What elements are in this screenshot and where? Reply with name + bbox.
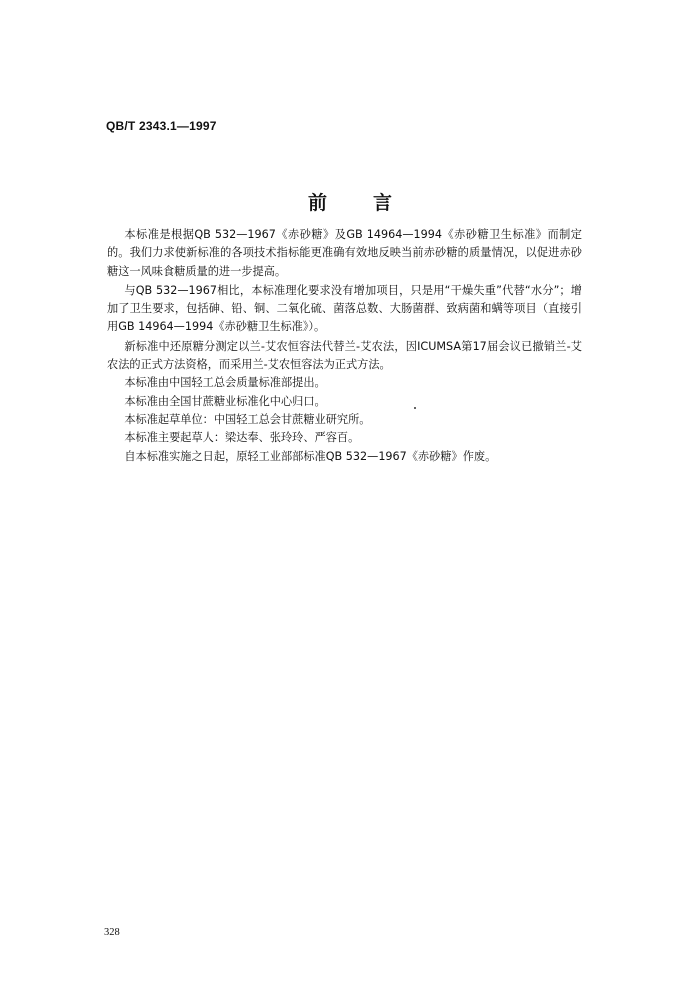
scan-speck	[414, 407, 416, 409]
paragraph: 新标准中还原糖分测定以兰-艾农恒容法代替兰-艾农法，因ICUMSA第17届会议已撤销兰-艾农法的正式方法资格，而采用兰-艾农恒容法为正式方法。	[107, 339, 582, 372]
paragraph: 本标准主要起草人：梁达奉、张玲玲、严容百。	[124, 431, 360, 445]
paragraph: 本标准由全国甘蔗糖业标准化中心归口。	[124, 394, 326, 408]
page-number: 328	[104, 927, 120, 938]
paragraph: 本标准是根据QB 532—1967《赤砂糖》及GB 14964—1994《赤砂糖卫生标准》而制定的。我们力求使新标准的各项技术指标能更准确有效地反映当前赤砂糖的质量情况，以促进赤砂糖这一风味食糖质量的进一步提高。	[107, 228, 582, 278]
page-title: 前言	[307, 192, 438, 214]
paragraph: 本标准起草单位：中国轻工总会甘蔗糖业研究所。	[124, 412, 371, 426]
foreword-body	[107, 226, 582, 466]
standard-code: QB/T 2343.1—1997	[106, 119, 217, 133]
paragraph: 自本标准实施之日起，原轻工业部部标准QB 532—1967《赤砂糖》作废。	[124, 449, 497, 463]
paragraph: 本标准由中国轻工总会质量标准部提出。	[124, 376, 326, 390]
paragraph: 与QB 532—1967相比，本标准理化要求没有增加项目，只是用“干燥失重”代替“水分”；增加了卫生要求，包括砷、铅、铜、二氧化硫、菌落总数、大肠菌群、致病菌和螨等项目（直接引用GB 14964—1994《赤砂糖卫生标准》）。	[107, 283, 582, 334]
